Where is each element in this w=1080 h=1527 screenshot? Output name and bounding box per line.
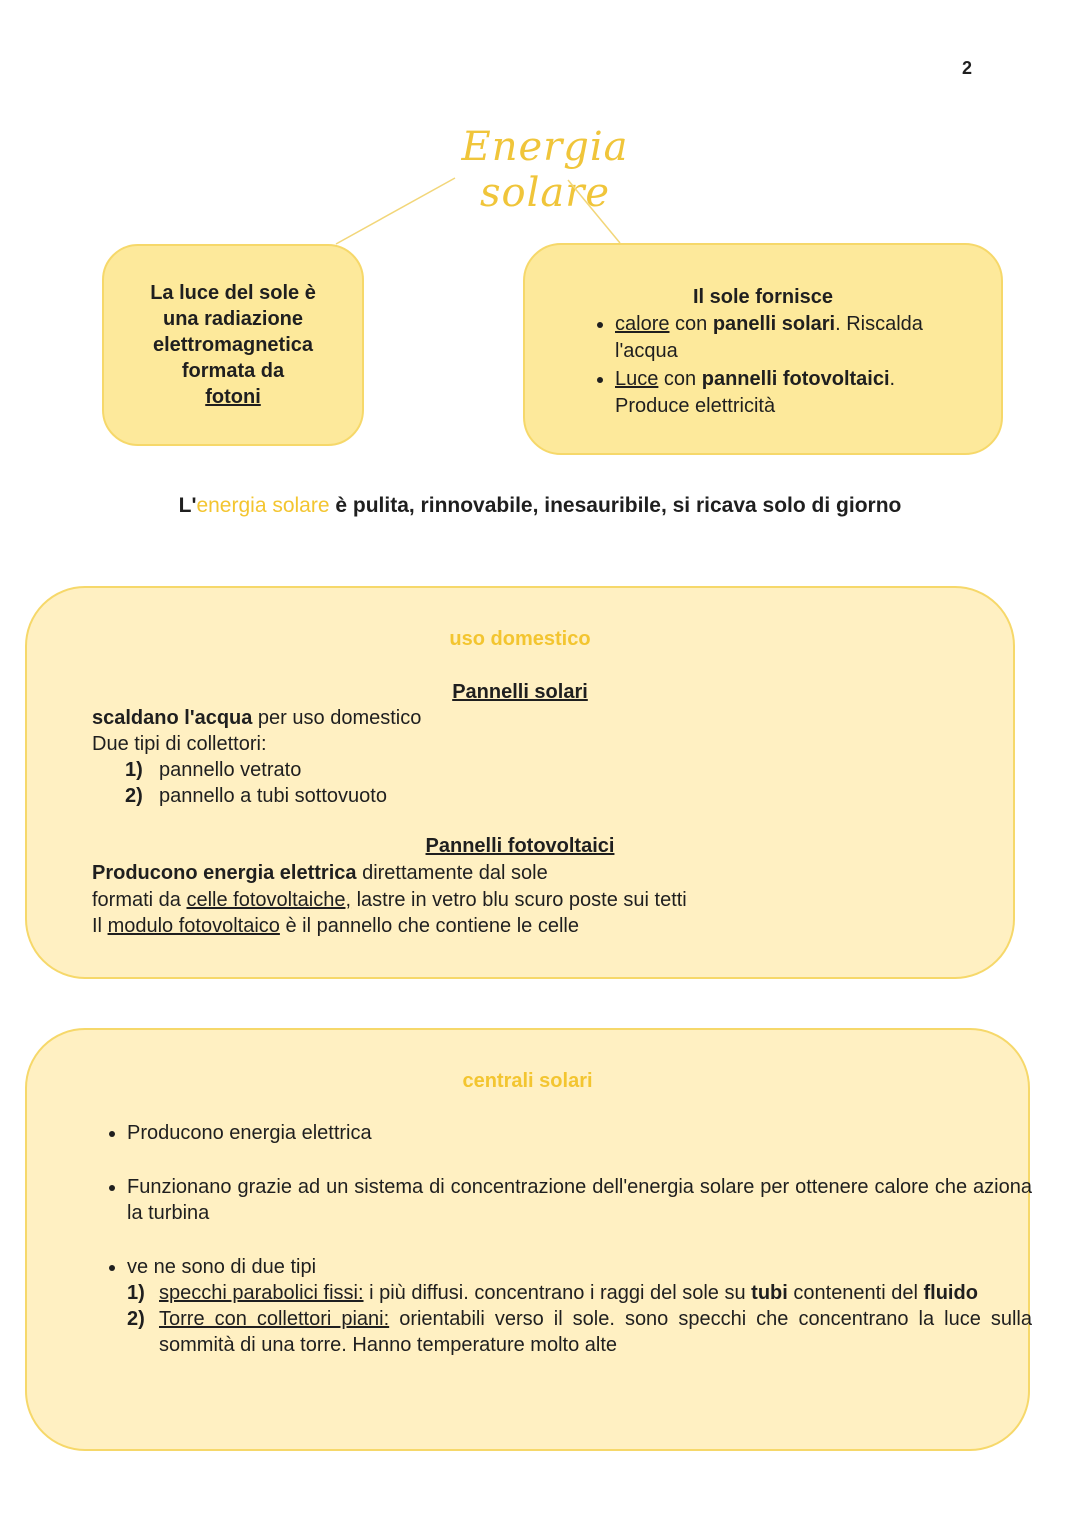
item-text: . Riscalda l'acqua (615, 313, 923, 362)
section-title: centrali solari (462, 1070, 593, 1092)
type-bold: fluido (923, 1282, 978, 1304)
left-line-3: elettromagnetica (152, 334, 314, 356)
collectors-label: Due tipi di collettori: (92, 733, 267, 755)
pv-bold: Producono energia elettrica (92, 862, 357, 884)
pv-module-a: Il (92, 915, 108, 937)
list-item (615, 366, 975, 420)
list-item: • Funzionano grazie ad un sistema di concentrazione dell'energia solare per ottenere calore che aziona la turbina (127, 1174, 1032, 1226)
solar-rest: per uso domestico (252, 707, 422, 729)
collector-text: pannello vetrato (159, 759, 302, 781)
plant-types (127, 1280, 1032, 1358)
section-title: uso domestico (449, 628, 591, 650)
summary-accent: energia solare (196, 494, 330, 517)
type-text: orientabili verso il sole. sono specchi che concentrano la luce sulla sommità di una torre. Hanno temperature molto alte (159, 1308, 1032, 1356)
pv-text-1 (92, 860, 548, 886)
pv-text-3 (92, 913, 579, 939)
pv-module-b: è il pannello che contiene le celle (279, 915, 579, 937)
solar-panels-text (92, 705, 421, 731)
solar-panels-title: Pannelli solari (452, 681, 588, 703)
collector-number: 2) (125, 785, 143, 807)
plant-type-item (127, 1306, 1032, 1358)
type-number: 2) (127, 1308, 145, 1330)
item-bold: panelli solari (712, 313, 836, 335)
collector-item (125, 783, 387, 809)
sun-provides-box (523, 243, 1003, 455)
pv-module-u: modulo fotovoltaico (107, 915, 280, 937)
type-name: specchi parabolici fissi: (159, 1282, 364, 1304)
left-line-1: La luce del sole è (150, 282, 316, 304)
left-underlined-word: fotoni (205, 386, 261, 408)
sun-provides-list (585, 311, 975, 421)
item-text: con (658, 368, 702, 390)
domestic-use-section (25, 586, 1015, 979)
type-bold: tubi (751, 1282, 788, 1304)
item-text: con (669, 313, 713, 335)
connector-left (336, 178, 455, 244)
plant-type-item (127, 1280, 1032, 1306)
left-line-4: formata da (181, 360, 285, 382)
pv-formed-u: celle fotovoltaiche, (186, 889, 352, 911)
pv-rest: direttamente dal sole (356, 862, 548, 884)
type-text: i più diffusi. concentrano i raggi del sole su (363, 1282, 752, 1304)
item-keyword: Luce (615, 368, 659, 390)
collector-text: pannello a tubi sottovuoto (159, 785, 387, 807)
collector-item (125, 757, 301, 783)
summary-prefix: L' (178, 494, 197, 517)
page-number: 2 (962, 58, 973, 78)
type-name: Torre con collettori piani: (159, 1308, 390, 1330)
pv-text-2 (92, 887, 687, 913)
sun-provides-heading: Il sole fornisce (692, 286, 834, 308)
connector-right (568, 180, 620, 243)
light-definition-box (102, 244, 364, 446)
summary-line (0, 494, 1080, 518)
pv-panels-title: Pannelli fotovoltaici (425, 835, 615, 857)
solar-plants-list (95, 1120, 1032, 1386)
item-bold: pannelli fotovoltaici (701, 368, 890, 390)
collector-number: 1) (125, 759, 143, 781)
list-item (127, 1254, 1032, 1358)
pv-formed-a: formati da (92, 889, 187, 911)
summary-rest: è pulita, rinnovabile, inesauribile, si ricava solo di giorno (329, 494, 902, 517)
item-keyword: calore (615, 313, 670, 335)
list-item: • Producono energia elettrica (127, 1120, 1032, 1146)
type-text: contenenti del (787, 1282, 924, 1304)
solar-plants-section (25, 1028, 1030, 1451)
pv-formed-b: lastre in vetro blu scuro poste sui tetti (351, 889, 687, 911)
type-number: 1) (127, 1282, 145, 1304)
left-line-2: una radiazione (162, 308, 304, 330)
solar-bold: scaldano l'acqua (92, 707, 253, 729)
item-text: . Produce elettricità (615, 368, 896, 417)
list-item (615, 311, 975, 365)
page-title: Energia solare (461, 124, 629, 216)
types-intro: ve ne sono di due tipi (127, 1256, 317, 1278)
